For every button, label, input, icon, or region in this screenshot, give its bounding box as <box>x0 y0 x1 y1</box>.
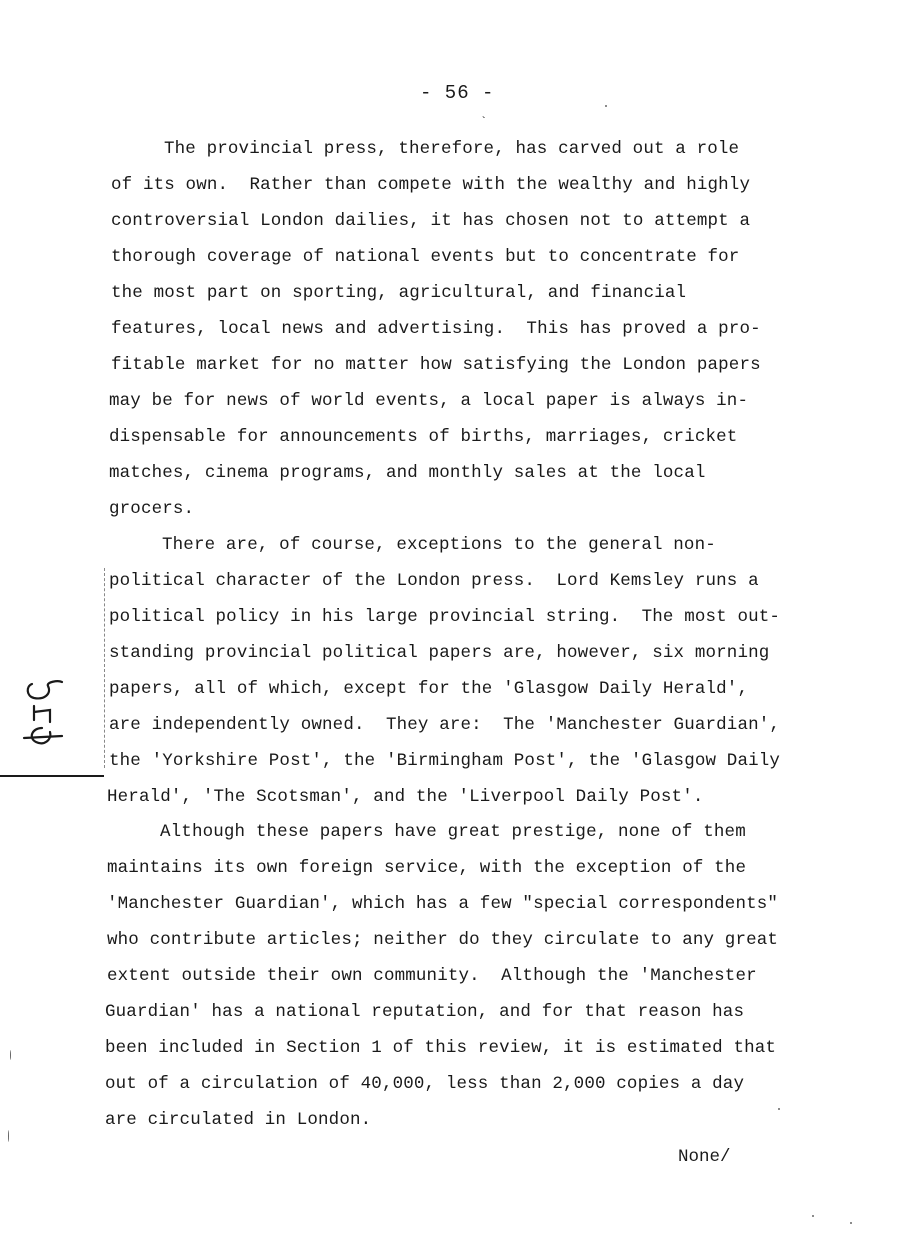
text-line: Although these papers have great prestige, none of them <box>160 822 746 842</box>
scan-speck <box>605 105 607 107</box>
text-line: political character of the London press. Lord Kemsley runs a <box>109 571 759 591</box>
text-line: There are, of course, exceptions to the general non- <box>162 535 716 555</box>
text-line: the most part on sporting, agricultural, and financial <box>111 283 687 303</box>
text-line: who contribute articles; neither do they circulate to any great <box>107 930 779 950</box>
text-line: maintains its own foreign service, with the exception of the <box>107 858 747 878</box>
text-line: grocers. <box>109 499 195 519</box>
text-line: Herald', 'The Scotsman', and the 'Liverpool Daily Post'. <box>107 787 704 807</box>
text-line: Guardian' has a national reputation, and for that reason has <box>105 1002 745 1022</box>
text-line: are independently owned. They are: The 'Manchester Guardian', <box>109 715 781 735</box>
scan-speck <box>850 1222 852 1224</box>
stray-mark: ` <box>480 115 488 129</box>
text-line: standing provincial political papers are, however, six morning <box>109 643 770 663</box>
margin-rule <box>104 568 105 768</box>
scan-speck <box>812 1215 814 1217</box>
text-line: The provincial press, therefore, has carved out a role <box>164 139 740 159</box>
text-line: the 'Yorkshire Post', the 'Birmingham Post', the 'Glasgow Daily <box>109 751 781 771</box>
handwritten-margin-note-icon <box>18 672 78 752</box>
text-line: features, local news and advertising. This has proved a pro- <box>111 319 761 339</box>
scan-speck <box>10 1050 11 1060</box>
catchword: None/ <box>678 1147 731 1167</box>
scan-speck <box>778 1108 780 1110</box>
text-line: 'Manchester Guardian', which has a few "special correspondents" <box>107 894 779 914</box>
page-number: - 56 - <box>420 82 495 104</box>
text-line: papers, all of which, except for the 'Glasgow Daily Herald', <box>109 679 749 699</box>
text-line: dispensable for announcements of births, marriages, cricket <box>109 427 738 447</box>
text-line: matches, cinema programs, and monthly sales at the local <box>109 463 706 483</box>
text-line: controversial London dailies, it has chosen not to attempt a <box>111 211 751 231</box>
margin-cut-line <box>0 775 104 777</box>
scan-speck <box>8 1130 9 1142</box>
text-line: thorough coverage of national events but to concentrate for <box>111 247 740 267</box>
text-line: may be for news of world events, a local paper is always in- <box>109 391 749 411</box>
text-line: extent outside their own community. Although the 'Manchester <box>107 966 757 986</box>
text-line: fitable market for no matter how satisfying the London papers <box>111 355 761 375</box>
text-line: out of a circulation of 40,000, less than 2,000 copies a day <box>105 1074 745 1094</box>
text-line: political policy in his large provincial string. The most out- <box>109 607 781 627</box>
text-line: of its own. Rather than compete with the wealthy and highly <box>111 175 751 195</box>
text-line: are circulated in London. <box>105 1110 372 1130</box>
text-line: been included in Section 1 of this review, it is estimated that <box>105 1038 777 1058</box>
